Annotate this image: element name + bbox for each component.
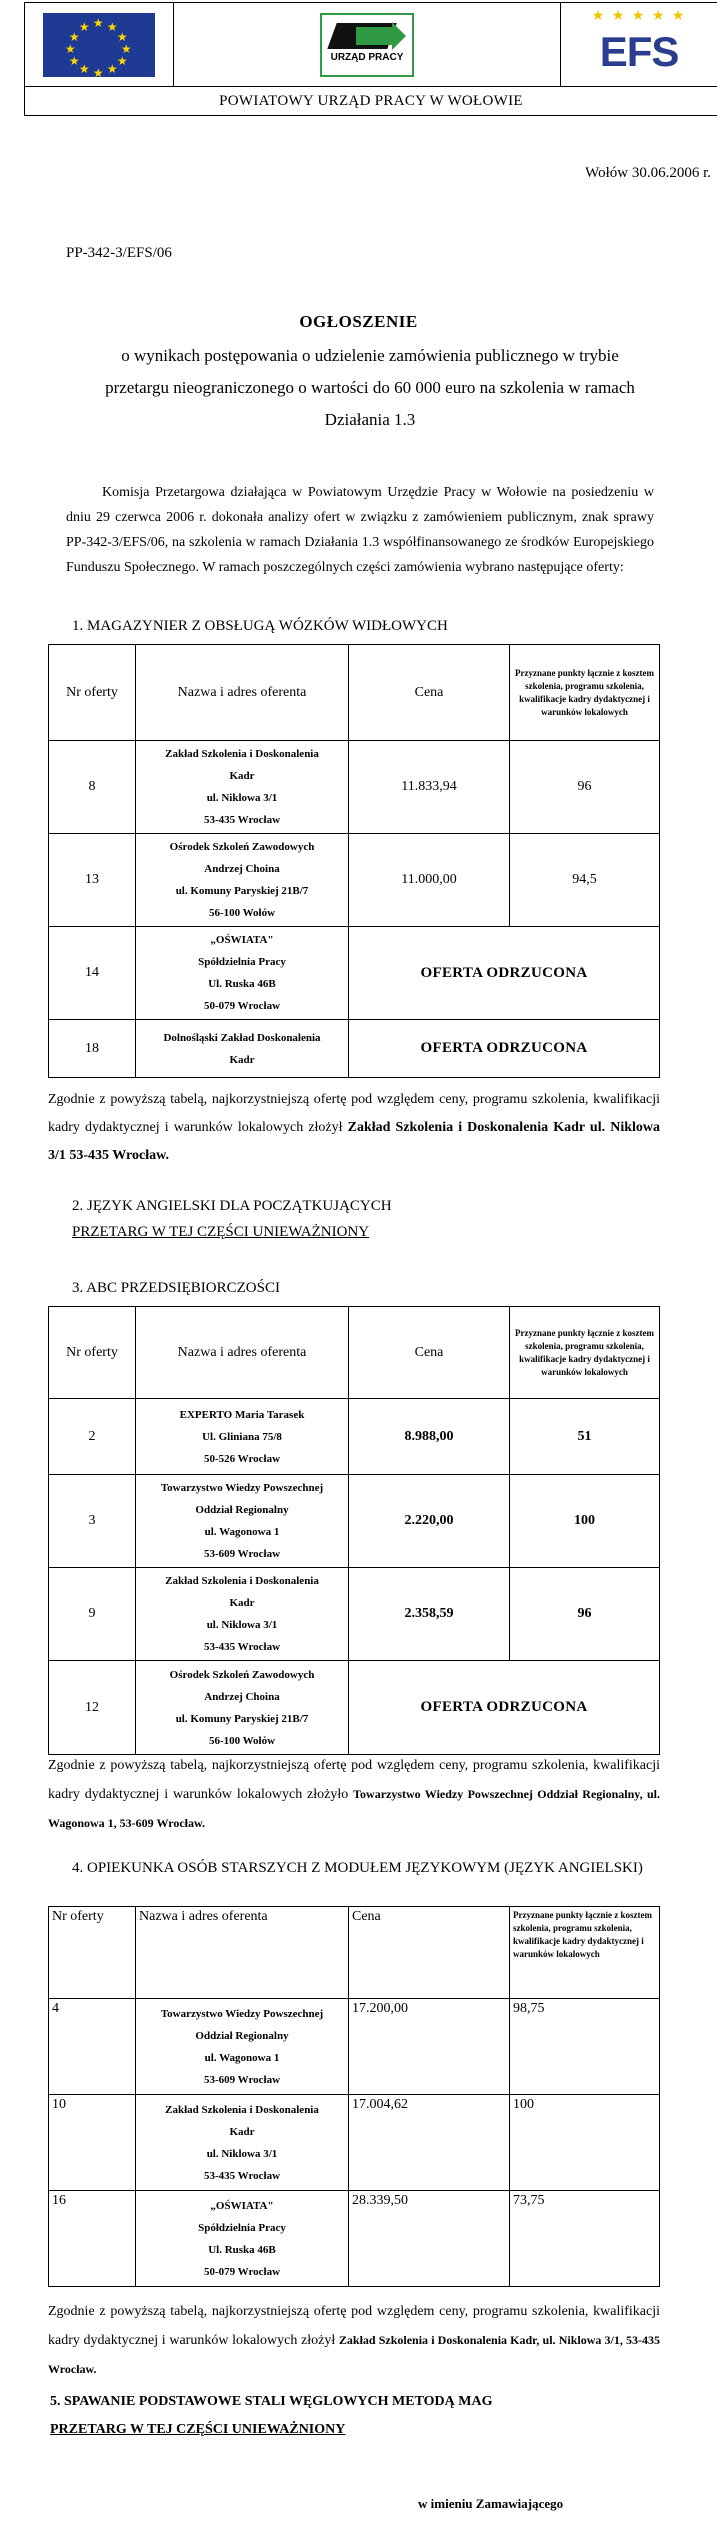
offer-number: 9 [49,1568,136,1661]
offerer-line: ul. Komuny Paryskiej 21B/7 [175,885,309,897]
offerer-line: ul. Niklowa 3/1 [206,1619,278,1631]
table-row [49,1475,660,1568]
summary-text: Zgodnie z powyższą tabelą, najkorzystniejszą ofertę pod względem ceny, programu szkolenia, kwalifikacji kadry dydaktycznej i warunków lokalowych złożył [48,2304,660,2348]
offerer-line: 50-079 Wrocław [203,1000,281,1012]
section-3-table [48,1306,660,1755]
offerer-line: Spółdzielnia Pracy [198,956,286,968]
section-1-summary [48,1086,660,1170]
offerer-line: Kadr [229,2125,255,2138]
section-4-summary [48,2298,660,2384]
offerer-name [136,834,349,927]
table-row [49,1399,660,1475]
section-3-summary [48,1752,660,1838]
offerer-line: Zakład Szkolenia i Doskonalenia [165,1575,319,1587]
offerer-line: 53-609 Wrocław [203,2073,281,2086]
urzad-pracy-logo [320,13,414,77]
offer-number: 14 [49,927,136,1020]
offerer-line: Ośrodek Szkoleń Zawodowych [169,841,315,853]
offer-number: 16 [49,2191,136,2287]
section-2-heading: 2. JĘZYK ANGIELSKI DLA POCZĄTKUJĄCYCH [72,1198,392,1214]
offerer-line: 53-435 Wrocław [203,1641,281,1653]
offerer-line: EXPERTO Maria Tarasek [179,1408,305,1421]
summary-winner: Zakład Szkolenia i Doskonalenia Kadr, ul. Niklowa 3/1, 53-435 Wrocław. [48,2333,660,2376]
offerer-line: Oddział Regionalny [195,2029,289,2042]
offerer-line: Ul. Ruska 46B [208,978,276,990]
offerer-line: 56-100 Wołów [208,907,276,919]
offer-points: 100 [510,1475,660,1568]
section-5-heading: 5. SPAWANIE PODSTAWOWE STALI WĘGLOWYCH METODĄ MAG [50,2394,493,2409]
offer-number: 2 [49,1399,136,1475]
offerer-line: ul. Wagonowa 1 [204,2051,280,2064]
col-nr-header: Nr oferty [49,645,136,741]
table-row [49,2095,660,2191]
offer-price: 11.000,00 [349,834,510,927]
table-row [49,1661,660,1755]
offerer-line: Andrzej Choina [204,1690,280,1703]
offerer-line: 56-100 Wołów [208,1734,276,1747]
offerer-line: 53-609 Wrocław [203,1548,281,1560]
efs-logo-text: EFS [599,27,679,75]
table-header-row [49,1307,660,1399]
offerer-name [136,927,349,1020]
offerer-name [136,1661,349,1755]
section-4-table [48,1906,660,2287]
offer-number: 4 [49,1999,136,2095]
table-row [49,1999,660,2095]
logo-green-arrow-icon [356,27,392,45]
efs-stars-icon: ★ ★ ★ ★ ★ [591,8,687,24]
offerer-line: ul. Komuny Paryskiej 21B/7 [175,1712,309,1725]
offer-price: 28.339,50 [349,2191,510,2287]
table-row [49,1568,660,1661]
document-date: Wołów 30.06.2006 r. [585,165,711,181]
offerer-line: 53-435 Wrocław [203,814,281,826]
up-logo-cell [173,3,560,87]
section-1-heading: 1. MAGAZYNIER Z OBSŁUGĄ WÓZKÓW WIDŁOWYCH [72,618,448,634]
signature-line: w imieniu Zamawiającego [418,2496,564,2511]
col-points-header: Przyznane punkty łącznie z kosztem szkolenia, programu szkolenia, kwalifikacje kadry dydaktycznej i warunków lokalowych [510,1307,660,1399]
offer-points: 73,75 [510,2191,660,2287]
offerer-name [136,1568,349,1661]
offer-points: 98,75 [510,1999,660,2095]
offerer-line: ul. Niklowa 3/1 [206,792,278,804]
offerer-line: Zakład Szkolenia i Doskonalenia [165,748,319,760]
offer-rejected: OFERTA ODRZUCONA [349,1020,660,1078]
offerer-name [136,1020,349,1078]
offerer-line: Spółdzielnia Pracy [198,2221,286,2234]
office-name: POWIATOWY URZĄD PRACY W WOŁOWIE [25,87,717,116]
col-nr-header: Nr oferty [49,1907,136,1999]
offer-number: 10 [49,2095,136,2191]
announcement-subtitle [40,340,700,436]
offer-number: 13 [49,834,136,927]
col-points-header: Przyznane punkty łącznie z kosztem szkolenia, programu szkolenia, kwalifikacje kadry dydaktycznej i warunków lokalowych [510,1907,660,1999]
table-row [49,927,660,1020]
logo-text: URZĄD PRACY [330,51,404,63]
case-reference: PP-342-3/EFS/06 [66,245,172,261]
offerer-line: Ul. Gliniana 75/8 [202,1430,282,1443]
table-header-row [49,1907,660,1999]
section-4-heading: 4. OPIEKUNKA OSÓB STARSZYCH Z MODUŁEM JĘZYKOWYM (JĘZYK ANGIELSKI) [72,1860,643,1876]
efs-logo [583,8,695,82]
efs-logo-cell [561,3,717,87]
offer-rejected: OFERTA ODRZUCONA [349,1661,660,1755]
col-name-header: Nazwa i adres oferenta [136,1907,349,1999]
offerer-line: Kadr [229,1597,255,1609]
offer-number: 12 [49,1661,136,1755]
section-2-status: PRZETARG W TEJ CZĘŚCI UNIEWAŻNIONY [72,1224,370,1240]
offerer-line: 50-526 Wrocław [203,1452,281,1465]
offerer-line: Towarzystwo Wiedzy Powszechnej [160,1482,324,1494]
offerer-name [136,2095,349,2191]
subtitle-line: Działania 1.3 [324,410,416,429]
intro-paragraph: Komisja Przetargowa działająca w Powiatowym Urzędzie Pracy w Wołowie na posiedzeniu w dniu 29 czerwca 2006 r. dokonała analizy ofert w związku z zamówieniem publicznym, znak sprawy PP-342-3/EFS/06, na szkolenia w ramach Działania 1.3 współfinansowanego ze środków Europejskiego Funduszu Społecznego. W ramach poszczególnych części zamówienia wybrano następujące oferty: [66,485,654,575]
col-points-header: Przyznane punkty łącznie z kosztem szkolenia, programu szkolenia, kwalifikacje kadry dydaktycznej i warunków lokalowych [510,645,660,741]
offer-points: 100 [510,2095,660,2191]
offerer-line: ul. Wagonowa 1 [204,1526,280,1538]
summary-winner: Towarzystwo Wiedzy Powszechnej Oddział Regionalny, ul. Wagonowa 1, 53-609 Wrocław. [48,1787,660,1830]
offerer-line: Oddział Regionalny [195,1504,289,1516]
offerer-line: Kadr [229,1053,255,1066]
section-1-table [48,644,660,1078]
section-5-status: PRZETARG W TEJ CZĘŚCI UNIEWAŻNIONY [50,2422,346,2437]
offerer-name [136,1399,349,1475]
letterhead [24,2,717,116]
offer-number: 8 [49,741,136,834]
subtitle-line: o wynikach postępowania o udzielenie zamówienia publicznego w trybie [121,346,619,365]
offerer-line: 50-079 Wrocław [203,2265,281,2278]
offer-number: 3 [49,1475,136,1568]
table-row [49,2191,660,2287]
offer-points: 96 [510,741,660,834]
offerer-line: „OŚWIATA" [210,2199,274,2212]
offer-price: 17.004,62 [349,2095,510,2191]
offer-rejected: OFERTA ODRZUCONA [349,927,660,1020]
offer-price: 17.200,00 [349,1999,510,2095]
col-nr-header: Nr oferty [49,1307,136,1399]
offer-price: 2.220,00 [349,1475,510,1568]
subtitle-line: przetargu nieograniczonego o wartości do 60 000 euro na szkolenia w ramach [105,378,635,397]
offerer-line: Ośrodek Szkoleń Zawodowych [169,1668,315,1681]
eu-flag-icon: ★ ★ ★ ★ ★ ★ ★ ★ ★ ★ ★ ★ [43,13,155,77]
table-row [49,1020,660,1078]
offerer-line: Towarzystwo Wiedzy Powszechnej [160,2007,324,2020]
offerer-line: Andrzej Choina [204,863,280,875]
offer-points: 96 [510,1568,660,1661]
offerer-line: 53-435 Wrocław [203,2169,281,2182]
offerer-name [136,1475,349,1568]
offerer-name [136,741,349,834]
offerer-line: Kadr [229,770,255,782]
eu-logo-cell [25,3,174,87]
offer-number: 18 [49,1020,136,1078]
table-row [49,834,660,927]
summary-winner: Zakład Szkolenia i Doskonalenia Kadr ul. Niklowa 3/1 53-435 Wrocław. [48,1120,660,1163]
offerer-line: Dolnośląski Zakład Doskonalenia [163,1031,321,1044]
summary-text: Zgodnie z powyższą tabelą, najkorzystniejszą ofertę pod względem ceny, programu szkolenia, kwalifikacji kadry dydaktycznej i warunków lokalowych złożył [48,1092,660,1135]
section-3-heading: 3. ABC PRZEDSIĘBIORCZOŚCI [72,1280,280,1296]
col-price-header: Cena [349,1907,510,1999]
col-name-header: Nazwa i adres oferenta [136,645,349,741]
offerer-line: „OŚWIATA" [210,934,274,946]
offerer-line: Ul. Ruska 46B [208,2243,276,2256]
offerer-line: ul. Niklowa 3/1 [206,2147,278,2160]
offerer-name [136,2191,349,2287]
offer-price: 11.833,94 [349,741,510,834]
table-row [49,741,660,834]
offer-points: 94,5 [510,834,660,927]
offer-price: 8.988,00 [349,1399,510,1475]
offer-price: 2.358,59 [349,1568,510,1661]
summary-text: Zgodnie z powyższą tabelą, najkorzystniejszą ofertę pod względem ceny, programu szkolenia, kwalifikacji kadry dydaktycznej i warunków lokalowych złożyło [48,1758,660,1802]
offer-points: 51 [510,1399,660,1475]
col-price-header: Cena [349,1307,510,1399]
announcement-title: OGŁOSZENIE [299,312,418,331]
col-name-header: Nazwa i adres oferenta [136,1307,349,1399]
col-price-header: Cena [349,645,510,741]
offerer-line: Zakład Szkolenia i Doskonalenia [165,2103,319,2116]
offerer-name [136,1999,349,2095]
table-header-row [49,645,660,741]
